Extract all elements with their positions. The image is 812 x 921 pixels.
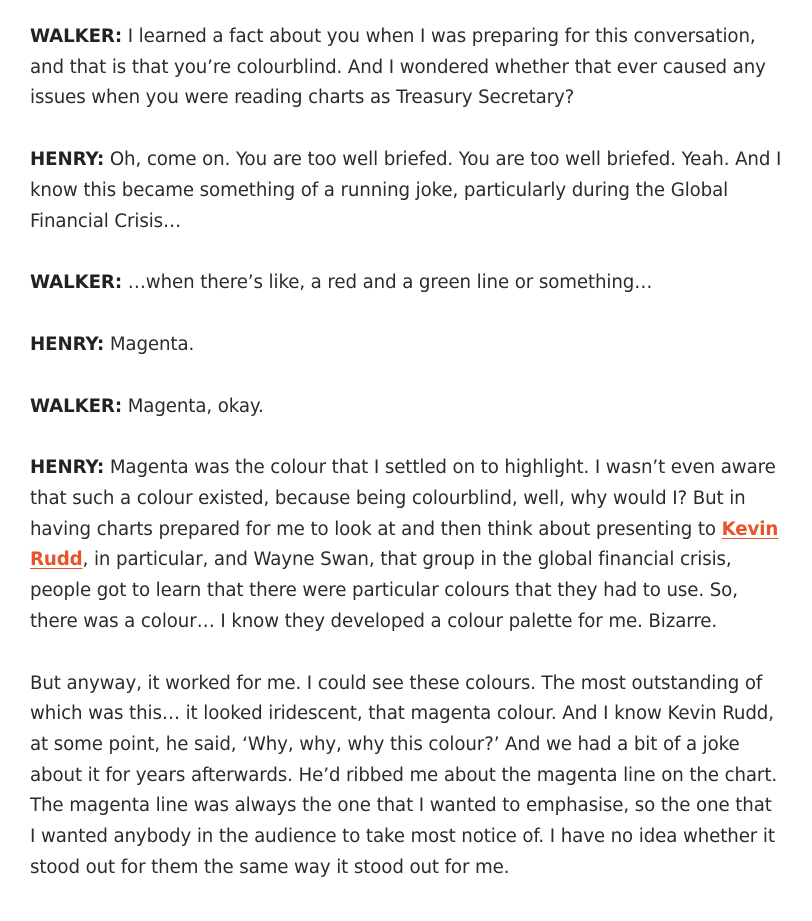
kevin-rudd-link[interactable]: Kevin Rudd (30, 518, 779, 571)
transcript-paragraph-henry-4 (30, 669, 782, 884)
transcript-paragraph-henry-2 (30, 330, 782, 361)
transcript-paragraph-walker-3 (30, 392, 782, 423)
transcript-paragraph-walker-2 (30, 268, 782, 299)
paragraph-text: Magenta, okay. (127, 395, 264, 417)
paragraph-text: But anyway, it worked for me. I could see these colours. The most outstanding of which was this… it looked iridescent, that magenta colour. And I know Kevin Rudd, at some point, he said, ‘Why, why, why this colour?’ And we had a bit of a joke about it for years afterwards. He’d ribbed me about the magenta line on the chart. The magenta line was always the one that I wanted to emphasise, so the one that I wanted anybody in the audience to take most notice of. I have no idea whether it stood out for them the same way it stood out for me. (30, 672, 778, 878)
speaker-label: WALKER: (30, 272, 123, 294)
speaker-label: WALKER: (30, 26, 123, 47)
speaker-label: HENRY: (30, 149, 105, 171)
transcript-paragraph-walker-1 (30, 22, 782, 114)
paragraph-text: Magenta was the colour that I settled on to highlight. I wasn’t even aware that such a colour existed, because being colourblind, well, why would I? But in having charts prepared for me to look at and then think about presenting to (30, 457, 776, 540)
paragraph-text: , in particular, and Wayne Swan, that group in the global financial crisis, people got to learn that there were particular colours that they had to use. So, there was a colour… I know they developed a colour palette for me. Bizarre. (30, 549, 738, 632)
paragraph-text: Oh, come on. You are too well briefed. You are too well briefed. Yeah. And I know this became something of a running joke, particularly during the Global Financial Crisis… (30, 149, 782, 232)
paragraph-text: I learned a fact about you when I was preparing for this conversation, and that is that you’re colourblind. And I wondered whether that ever caused any issues when you were reading charts as Treasury Secretary? (30, 26, 766, 109)
transcript-paragraph-henry-3 (30, 453, 782, 637)
transcript-paragraph-henry-1 (30, 145, 782, 237)
speaker-label: HENRY: (30, 457, 105, 479)
speaker-label: WALKER: (30, 395, 123, 417)
paragraph-text: Magenta. (109, 333, 195, 355)
paragraph-text: …when there’s like, a red and a green line or something… (127, 272, 653, 294)
speaker-label: HENRY: (30, 333, 105, 355)
